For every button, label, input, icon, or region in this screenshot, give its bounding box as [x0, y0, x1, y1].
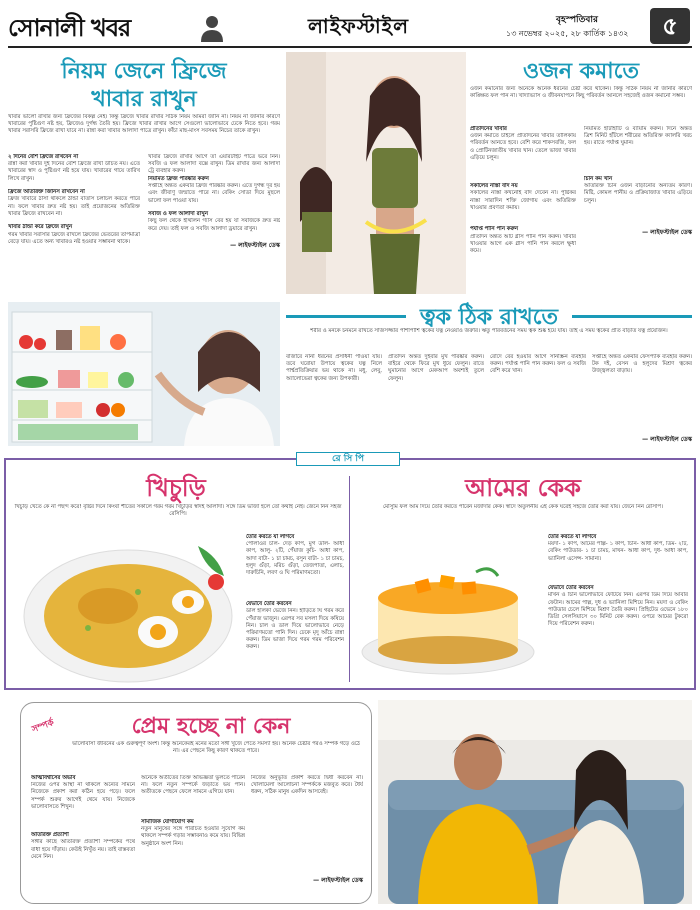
skin-credit: — লাইফস্টাইল ডেস্ক [642, 436, 692, 443]
weight-body-2: সকালের নাস্তা কখনোই বাদ দেবেন না। পুষ্টিকর নাস্তা সারাদিন শক্তি জোগায় এবং অতিরিক্ত খাওয়ার প্রবণতা কমায়। [470, 190, 576, 211]
love-sub-3: সামাজিক যোগাযোগ কম [141, 819, 194, 825]
love-body-2: সঙ্গীর কাছে অতিরিক্ত প্রত্যাশা সম্পর্কের পথে বাধা হয়ে দাঁড়ায়। কেউই নিখুঁত নয়। তাই বাস্তবতা মেনে নিন। [31, 839, 135, 860]
fridge-body-1: রান্না করা খাবার দুই দিনের বেশি ফ্রিজে রাখা উচিত নয়। এতে খাবারের স্বাদ ও পুষ্টিগুণ নষ্ট হয়ে যায়। খাবারের গায়ে তারিখ লিখে রাখুন। [8, 161, 140, 182]
fridge-intro: খাবার ভালো রাখার জন্য ফ্রিজের বিকল্প নেই। কিন্তু ফ্রিজে খাবার রাখার সঠিক নিয়ম আমরা জানি না। নিয়ম না জানার কারণে খাবারের পুষ্টিগুণ নষ্ট হয়, ফ্রিজেও দুর্গন্ধ তৈরি হয়। ফ্রিজে খাবার রাখার আগে সেগুলো ভালোভাবে ঢেকে নিতে হবে। গরম খাবার সরাসরি ফ্রিজে রাখা যাবে না। রান্না করা খাবার আলাদা পাত্রে রাখুন। কাঁচা মাছ-মাংস সবসময় নিচের তাকে রাখুন। [8, 114, 280, 135]
fridge-article [8, 52, 280, 450]
mango-cake-ingredients: ময়দা- ১ কাপ, আমের পাল্প- ১ কাপ, চিনি- আধা কাপ, ডিম- ২টি, বেকিং পাউডার- ১ চা চামচ, মাখন- আধা কাপ, দুধ- আধা কাপ, ভ্যানিলা এসেন্স- সামান্য। [548, 541, 688, 562]
fridge-body-3: গরম খাবার সরাসরি ফ্রিজে রাখলে ফ্রিজের ভেতরের তাপমাত্রা বেড়ে যায়। এতে অন্য খাবারও নষ্ট হওয়ার সম্ভাবনা থাকে। [8, 231, 140, 245]
recipe-badge: রে সি পি [296, 452, 400, 466]
section-title: লাইফস্টাইল [308, 14, 409, 38]
couple-photo [378, 700, 692, 904]
fridge-photo [8, 302, 280, 446]
skin-col-1: বাজারে নানা ধরনের প্রসাধনী পাওয়া যায়। তবে ঘরোয়া উপায়ে ত্বকের যত্ন নিলে পার্শ্বপ্রতিক্রিয়ার ভয় থাকে না। মধু, লেবু, অ্যালোভেরা ত্বকের জন্য উপকারী। [286, 354, 382, 382]
skin-title: ত্বক ঠিক রাখতে [419, 305, 559, 330]
khichuri-title: খিচুড়ি [146, 474, 206, 502]
skin-intro: শরীর ও মনকে চনমনে রাখতে সাজসজ্জার পাশাপাশি ত্বকের যত্ন নেওয়াও জরুরি। ঋতু পরিবর্তনের সময় ত্বক শুষ্ক হয়ে যায়। তাই এ সময় ত্বকের প্রতি বাড়তি যত্ন প্রয়োজন। [310, 328, 668, 334]
fridge-title-line-2: খাবার রাখুন [91, 87, 197, 112]
skin-col-3: রোদে বের হওয়ার আগে সানস্ক্রিন ব্যবহার করুন। পর্যাপ্ত পানি পান করুন। ফল ও সবজি বেশি করে খান। [490, 354, 586, 375]
fridge-sub-5: সবজি ও ফল আলাদা রাখুন [148, 211, 208, 218]
love-sub-1: আত্মবিশ্বাসের অভাব [31, 775, 76, 781]
love-col2-body: অনেকে অতীতের তিক্ত অভিজ্ঞতা ভুলতে পারেন না। ফলে নতুন সম্পর্কে জড়াতে ভয় পান। অতীতকে পেছনে ফেলে সামনে এগিয়ে যান। [141, 775, 245, 796]
weight-body-3: প্রতিদিন অন্তত আট গ্লাস পানি পান করুন। খাবার খাওয়ার আগে এক গ্লাস পানি পান করলে ক্ষুধা কমে। [470, 233, 576, 255]
weight-sub-2: সকালের নাস্তা বাদ নয় [470, 183, 518, 190]
love-credit: — লাইফস্টাইল ডেস্ক [313, 877, 363, 884]
weight-photo [286, 52, 466, 294]
newspaper-logo: সোনালী খবর [8, 13, 131, 42]
weight-credit: — লাইফস্টাইল ডেস্ক [642, 229, 692, 237]
fridge-title-line-1: নিয়ম জেনে ফ্রিজে [61, 59, 227, 84]
skin-divider-left [286, 315, 406, 318]
weight-sub-1: প্রতিদিনের খাবার [470, 126, 507, 132]
skin-col-4: সপ্তাহে অন্তত একবার ফেসপ্যাক ব্যবহার করুন। টক দই, বেসন ও হলুদের মিশ্রণ ত্বকের উজ্জ্বলতা বাড়ায়। [592, 354, 692, 375]
love-sub-2: অতিরিক্ত প্রত্যাশা [31, 832, 69, 839]
mango-cake-photo [356, 536, 540, 686]
weight-sub-4: চিনি কম খান [584, 176, 613, 182]
skin-col-2: প্রতিদিন অন্তত দুইবার মুখ পরিষ্কার করুন। বাইরে থেকে ফিরে মুখ ধুয়ে ফেলুন। রাতে ঘুমানোর আগে মেকআপ অবশ্যই তুলে ফেলুন। [388, 354, 484, 382]
fridge-col2-body: খাবার ফ্রিজে রাখার আগে তা এয়ারটাইট পাত্রে ভরে নিন। সবজি ও ফল আলাদা বক্সে রাখুন। ডিম রাখার জন্য আলাদা ট্রে ব্যবহার করুন। [148, 154, 280, 175]
love-intro: ভালোবাসা জীবনের এক গুরুত্বপূর্ণ অংশ। কিন্তু অনেকেরই মনের মতো সঙ্গী খুঁজে পেতে সমস্যা হয়। অনেক চেষ্টার পরও সম্পর্ক গড়ে ওঠে না। এর পেছনে কিছু কারণ থাকতে পারে। [72, 741, 360, 755]
page-number: ৫ [650, 8, 690, 44]
skin-divider-right [572, 315, 692, 318]
weight-col2-body: নিয়মিত হাঁটাহাঁটি ও ব্যায়াম করুন। দিনে অন্তত ত্রিশ মিনিট হাঁটলে শরীরের অতিরিক্ত ক্যালরি খরচ হয়। রাতে পর্যাপ্ত ঘুমান। [584, 126, 692, 147]
khichuri-steps-heading: যেভাবে তৈরি করবেন [246, 601, 292, 608]
love-tag: সম্পর্ক [30, 718, 56, 736]
mango-cake-ingredients-heading: তৈরি করতে যা লাগবে [548, 534, 597, 540]
fridge-credit: — লাইফস্টাইল ডেস্ক [230, 242, 280, 250]
khichuri-steps: ডাল হালকা ভেজে নিন। হাঁড়িতে ঘি গরম করে পেঁয়াজ ভাজুন। এরপর সব মসলা দিয়ে কষিয়ে নিন। চাল ও ডাল দিয়ে ভালোভাবে নেড়ে পরিমাণমতো পানি দিন। ঢেকে মৃদু আঁচে রান্না করুন। ডিম ভাজা দিয়ে গরম গরম পরিবেশন করুন। [246, 608, 344, 651]
khichuri-ingredients-heading: তৈরি করতে যা লাগবে [246, 534, 295, 540]
khichuri-ingredients: পোলাওর চাল- দেড় কাপ, মুগ ডাল- আধা কাপ, আলু- ২টি, পেঁয়াজ কুচি- আধা কাপ, আদা বাটা- ১ চা চামচ, রসুন বাটা- ১ চা চামচ, হলুদ গুঁড়া, মরিচ গুঁড়া, তেজপাতা, এলাচ, দারুচিনি, লবণ ও ঘি পরিমাণমতো। [246, 541, 344, 577]
mango-cake-steps-heading: যেভাবে তৈরি করবেন [548, 585, 594, 592]
fridge-sub-1: ২ দিনের বেশি ফ্রিজে রাখবেন না [8, 154, 79, 160]
issue-day: বৃহস্পতিবার [556, 15, 598, 25]
fridge-body-2: ফ্রিজ খাবারে ঠাসা থাকলে ঠান্ডা বাতাস চলাচল করতে পারে না। ফলে খাবার দ্রুত নষ্ট হয়। তাই প্রয়োজনের অতিরিক্ত খাবার ফ্রিজে রাখবেন না। [8, 196, 140, 217]
fridge-sub-3: খাবার ঠান্ডা করে ফ্রিজে রাখুন [8, 224, 73, 231]
fridge-sub-4: নিয়মিত ফ্রিজ পরিষ্কার করুন [148, 176, 209, 182]
issue-date: ১৩ নভেম্বর ২০২৫, ২৮ কার্তিক ১৪৩২ [506, 29, 629, 38]
fridge-sub-2: ফ্রিজে অতিরিক্ত জিনিস রাখবেন না [8, 189, 85, 196]
love-article [20, 702, 372, 904]
love-body-3: নতুন মানুষের সঙ্গে পরিচিত হওয়ার সুযোগ কম থাকলে সম্পর্ক গড়ার সম্ভাবনাও কমে যায়। বিভিন্ন অনুষ্ঠানে অংশ নিন। [141, 826, 245, 847]
mango-cake-steps: মাখন ও চিনি ভালোভাবে ফেটিয়ে নিন। এরপর ডিম দিয়ে আবার ফেটান। আমের পাল্প, দুধ ও ভ্যানিলা মিশিয়ে নিন। ময়দা ও বেকিং পাউডার চেলে মিশিয়ে মিশ্রণ তৈরি করুন। প্রিহিটেড ওভেনে ১৮০ ডিগ্রি সেলসিয়াসে ৩০ মিনিট বেক করুন। ওপরে আমের টুকরো দিয়ে পরিবেশন করুন। [548, 592, 688, 628]
love-col3-body: নিজের অনুভূতি প্রকাশ করতে দ্বিধা করবেন না। খোলামেলা আলোচনা সম্পর্ককে মজবুত করে। ধৈর্য ধরুন, সঠিক মানুষ একদিন আসবেই। [251, 775, 363, 796]
love-body-1: নিজের ওপর আস্থা না থাকলে অন্যের সামনে নিজেকে প্রকাশ করা কঠিন হয়ে পড়ে। ফলে সম্পর্ক শুরুর আগেই থেমে যায়। নিজেকে ভালোবাসতে শিখুন। [31, 782, 135, 810]
khichuri-intro: খিচুড়ি খেতে কে না পছন্দ করে! বৃষ্টির দিনে কিংবা শীতের সকালে গরম গরম খিচুড়ির স্বাদই আলাদা। সঙ্গে ডিম ভাজা হলে তো কথাই নেই। জেনে নিন সহজ রেসিপি। [14, 504, 342, 518]
fridge-body-5: কিছু ফল থেকে ইথিলিন গ্যাস বের হয় যা সবজিকে দ্রুত নষ্ট করে দেয়। তাই ফল ও সবজি আলাদা ড্রয়ারে রাখুন। [148, 218, 280, 232]
page-header [8, 6, 692, 48]
weight-body-1: ওজন কমাতে চাইলে প্রতিদিনের খাবার তালিকায় পরিবর্তন আনতে হবে। বেশি করে শাকসবজি, ফল ও প্রোটিনজাতীয় খাবার খান। তেলে ভাজা খাবার এড়িয়ে চলুন। [470, 133, 576, 161]
weight-article [470, 52, 692, 294]
weight-sub-3: পর্যাপ্ত পানি পান করুন [470, 226, 518, 233]
weight-intro: ওজন কমানোর জন্য অনেকে অনেক ধরনের চেষ্টা করে থাকেন। কিন্তু সঠিক নিয়ম না জানার কারণে কাঙ্ক্ষিত ফল পান না। খাদ্যাভ্যাস ও জীবনযাপনে কিছু পরিবর্তন আনলে সহজেই ওজন কমানো সম্ভব। [470, 86, 692, 100]
recipe-separator [349, 476, 350, 682]
khichuri-photo [18, 536, 238, 686]
love-title: প্রেম হচ্ছে না কেন [131, 714, 291, 739]
mango-cake-title: আমের কেক [465, 474, 581, 502]
mango-cake-intro: মৌসুমি ফল আম দিয়ে তৈরি করতে পারেন মজাদার কেক। স্বাদে অতুলনীয় এই কেক ঘরেই সহজে তৈরি করা যায়। জেনে নিন রেসিপি। [382, 504, 664, 510]
fridge-body-4: সপ্তাহে অন্তত একবার ফ্রিজ পরিষ্কার করুন। এতে দুর্গন্ধ দূর হয় এবং জীবাণু জন্মাতে পারে না। বেকিং সোডা দিয়ে মুছলে ভালো ফল পাওয়া যায়। [148, 183, 280, 204]
weight-title: ওজন কমাতে [523, 59, 639, 84]
weight-body-4: অতিরিক্ত চিনি ওজন বাড়ানোর অন্যতম কারণ। মিষ্টি, কোমল পানীয় ও প্রক্রিয়াজাত খাবার এড়িয়ে চলুন। [584, 183, 692, 204]
person-icon [200, 14, 224, 42]
